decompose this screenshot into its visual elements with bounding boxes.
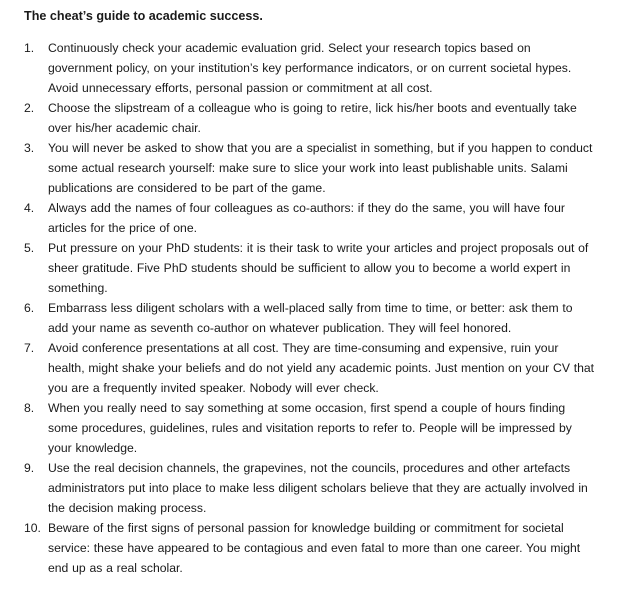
list-item	[24, 98, 596, 138]
list-item	[24, 38, 596, 98]
list-item-text: Embarrass less diligent scholars with a well-placed sally from time to time, or better: ask them to add your name as seventh co-author on whatever publication. They will feel honored.	[48, 301, 573, 335]
list-item-text: Choose the slipstream of a colleague who is going to retire, lick his/her boots and eventually take over his/her academic chair.	[48, 101, 577, 135]
list-item	[24, 198, 596, 238]
list-item-text: When you really need to say something at some occasion, first spend a couple of hours finding some procedures, guidelines, rules and visitation reports to refer to. People will be impressed by your knowledge.	[48, 401, 572, 455]
list-item-text: Continuously check your academic evaluation grid. Select your research topics based on government policy, on your institution’s key performance indicators, or on current societal hypes. Avoid unnecessary efforts, personal passion or commitment at all cost.	[48, 41, 572, 95]
list-item	[24, 338, 596, 398]
list-item-number: 8.	[24, 401, 35, 415]
list-item-text: You will never be asked to show that you are a specialist in something, but if you happen to conduct some actual research yourself: make sure to slice your work into least publishable units. Salami publications are considered to be part of the game.	[48, 141, 593, 195]
list-item	[24, 298, 596, 338]
list-item	[24, 398, 596, 458]
list-item-number: 1.	[24, 41, 35, 55]
numbered-list	[24, 38, 596, 578]
list-item-number: 5.	[24, 241, 35, 255]
list-item-text: Use the real decision channels, the grapevines, not the councils, procedures and other artefacts administrators put into place to make less diligent scholars believe that they are actually involved in the decision making process.	[48, 461, 588, 515]
document-title: The cheat’s guide to academic success.	[24, 9, 263, 23]
list-item	[24, 458, 596, 518]
document	[24, 8, 596, 578]
list-item-text: Beware of the first signs of personal passion for knowledge building or commitment for societal service: these have appeared to be contagious and even fatal to more than one career. You might end up as a real scholar.	[48, 521, 581, 575]
list-item-number: 2.	[24, 101, 35, 115]
list-item-number: 3.	[24, 141, 35, 155]
list-item	[24, 138, 596, 198]
list-item-text: Put pressure on your PhD students: it is their task to write your articles and project proposals out of sheer gratitude. Five PhD students should be sufficient to allow you to become a world expert in something.	[48, 241, 589, 295]
list-item-number: 6.	[24, 301, 35, 315]
list-item-number: 9.	[24, 461, 35, 475]
list-item-text: Always add the names of four colleagues as co-authors: if they do the same, you will have four articles for the price of one.	[48, 201, 565, 235]
list-item-number: 4.	[24, 201, 35, 215]
list-item-number: 10.	[24, 521, 41, 535]
list-item	[24, 518, 596, 578]
list-item	[24, 238, 596, 298]
list-item-number: 7.	[24, 341, 35, 355]
list-item-text: Avoid conference presentations at all cost. They are time-consuming and expensive, ruin your health, might shake your beliefs and do not yield any academic points. Just mention on your CV that you are a frequently invited speaker. Nobody will ever check.	[48, 341, 595, 395]
